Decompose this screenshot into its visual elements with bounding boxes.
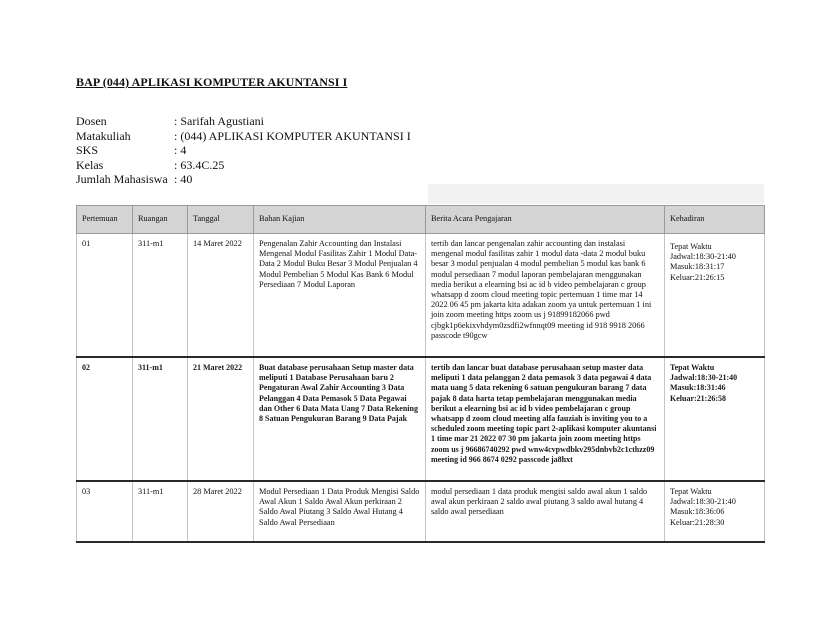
cell-tanggal: 28 Maret 2022 xyxy=(188,481,254,542)
table-row xyxy=(77,357,765,481)
attendance-schedule: Jadwal:18:30-21:40 xyxy=(670,252,736,262)
cell-kehadiran xyxy=(665,481,765,542)
info-value: : Sarifah Agustiani xyxy=(174,114,264,128)
info-row-matakuliah xyxy=(76,129,411,144)
attendance-check-out: Keluar:21:26:58 xyxy=(670,393,726,403)
cell-tanggal: 21 Maret 2022 xyxy=(188,357,254,481)
cell-tanggal: 14 Maret 2022 xyxy=(188,234,254,358)
cell-berita-acara: tertib dan lancar pengenalan zahir accounting dan instalasi mengenal modul fasilitas zahir 1 modul data -data 2 modul buku besar 3 modul penjualan 4 modul pembelian 5 modul kas bank 6 modul persediaan 7 modul laporan pembelajaran menggunakan media berikut a elearning bsi ac id b video pembelajaran c group whatsapp d zoom cloud meeting topic pertemuan 1 time mar 14 2022 06 45 pm jakarta kita adakan zoom ya untuk pertemuan 1 ini join zoom meeting https zoom us j 91899182066 pwd cjbgk1p6ekixvhdym0zsdfi2wfnnqt09 meeting id 918 9918 2066 passcode t90gcw xyxy=(426,234,665,358)
info-row-sks xyxy=(76,143,411,158)
attendance-check-in: Masuk:18:31:46 xyxy=(670,383,726,393)
column-header-ruangan: Ruangan xyxy=(133,206,188,234)
attendance-status: Tepat Waktu xyxy=(670,242,712,251)
cell-ruangan: 311-m1 xyxy=(133,481,188,542)
attendance-table xyxy=(76,205,765,543)
info-row-dosen xyxy=(76,114,411,129)
attendance-status: Tepat Waktu xyxy=(670,487,712,496)
info-label: Dosen xyxy=(76,114,107,128)
cell-pertemuan: 01 xyxy=(77,234,133,358)
info-value: : (044) APLIKASI KOMPUTER AKUNTANSI I xyxy=(174,128,411,143)
attendance-check-in: Masuk:18:31:17 xyxy=(670,262,725,272)
column-header-berita-acara: Berita Acara Pengajaran xyxy=(426,206,665,234)
table-header-row xyxy=(77,206,765,234)
attendance-check-in: Masuk:18:36:06 xyxy=(670,507,725,517)
attendance-schedule: Jadwal:18:30-21:40 xyxy=(670,373,738,383)
info-row-kelas xyxy=(76,158,411,173)
info-label: SKS xyxy=(76,143,99,158)
info-value: : 40 xyxy=(174,172,193,187)
info-label: Jumlah Mahasiswa xyxy=(76,172,168,187)
column-header-pertemuan: Pertemuan xyxy=(77,206,133,234)
info-label: Matakuliah xyxy=(76,128,131,143)
attendance-schedule: Jadwal:18:30-21:40 xyxy=(670,497,736,507)
info-value: : 4 xyxy=(174,143,187,158)
cell-kehadiran xyxy=(665,357,765,481)
cell-berita-acara: tertib dan lancar buat database perusahaan setup master data meliputi 1 data pelanggan 2 data pemasok 3 data pegawai 4 data mata uang 5 data rekening 6 satuan pengukuran barang 7 data pajak 8 data harta tetap pembelajaran menggunakan media berikut a elearning bsi ac id b video pembelajaran c group whatsapp d zoom cloud meeting alfa fauziah is inviting you to a scheduled zoom meeting topic part 2-aplikasi komputer akuntansi 1 time mar 21 2022 07 30 pm jakarta join zoom meeting https zoom us j 96686740292 pwd wnw4cvpwdbkv295dnbvb2c1cthzz09 meeting id 966 8674 0292 passcode ja8hxt xyxy=(426,357,665,481)
header-shade-strip xyxy=(428,184,764,204)
cell-bahan-kajian: Modul Persediaan 1 Data Produk Mengisi Saldo Awal Akun 1 Saldo Awal Akun perkiraan 2 Saldo Awal Piutang 3 Saldo Awal Hutang 4 Saldo Awal Persediaan xyxy=(254,481,426,542)
course-info xyxy=(76,114,411,187)
table-row xyxy=(77,234,765,358)
cell-kehadiran xyxy=(665,234,765,358)
cell-bahan-kajian: Pengenalan Zahir Accounting dan Instalasi Mengenal Modul Fasilitas Zahir 1 Modul Data-Data 2 Modul Buku Besar 3 Modul Penjualan 4 Modul Pembelian 5 Modul Kas Bank 6 Modul Persediaan 7 Modul Laporan xyxy=(254,234,426,358)
info-value: : 63.4C.25 xyxy=(174,157,225,172)
cell-pertemuan: 02 xyxy=(77,357,133,481)
document-title: BAP (044) APLIKASI KOMPUTER AKUNTANSI I xyxy=(76,75,348,89)
cell-ruangan: 311-m1 xyxy=(133,234,188,358)
column-header-tanggal: Tanggal xyxy=(188,206,254,234)
info-label: Kelas xyxy=(76,157,104,172)
table-row xyxy=(77,481,765,542)
cell-ruangan: 311-m1 xyxy=(133,357,188,481)
column-header-bahan-kajian: Bahan Kajian xyxy=(254,206,426,234)
column-header-kehadiran: Kehadiran xyxy=(665,206,765,234)
info-row-jumlah-mahasiswa xyxy=(76,172,411,187)
attendance-status: Tepat Waktu xyxy=(670,363,715,372)
cell-pertemuan: 03 xyxy=(77,481,133,542)
attendance-check-out: Keluar:21:28:30 xyxy=(670,517,725,527)
attendance-check-out: Keluar:21:26:15 xyxy=(670,272,725,282)
cell-bahan-kajian: Buat database perusahaan Setup master data meliputi 1 Database Perusahaan baru 2 Pengaturan Awal Zahir Accounting 3 Data Pelanggan 4 Data Pemasok 5 Data Pegawai dan Other 6 Data Mata Uang 7 Data Rekening 8 Satuan Pengukuran Barang 9 Data Pajak xyxy=(254,357,426,481)
cell-berita-acara: modul persediaan 1 data produk mengisi saldo awal akun 1 saldo awal akun perkiraan 2 saldo awal piutang 3 saldo awal hutang 4 saldo awal persediaan xyxy=(426,481,665,542)
